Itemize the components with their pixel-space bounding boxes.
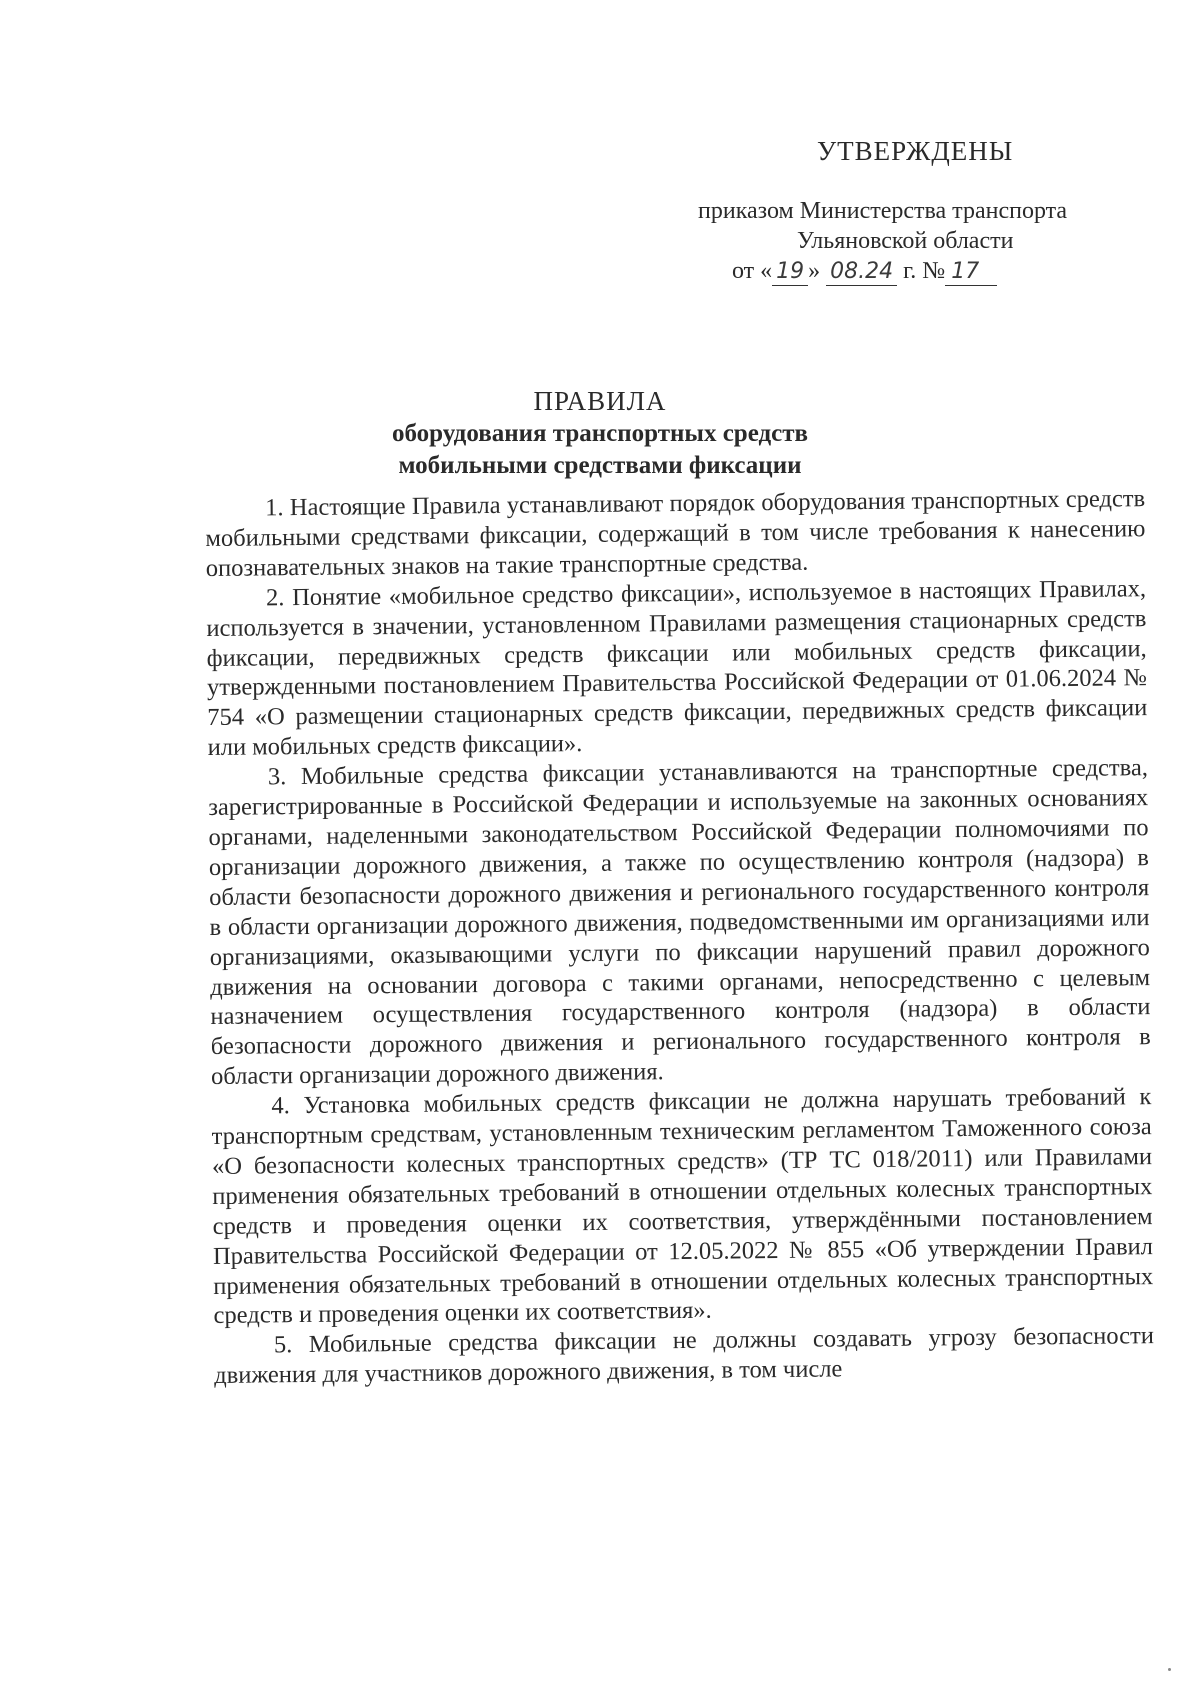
document-title: ПРАВИЛА — [533, 386, 667, 416]
paragraph-5: 5. Мобильные средства фиксации не должны создавать угрозу безопасности движения для участников дорожного движения, в том числе — [214, 1322, 1155, 1390]
document-body — [205, 484, 1154, 1391]
paragraph-4: 4. Установка мобильных средств фиксации не должна нарушать требований к транспортным средствам, установленным техническим регламентом Таможенного союза «О безопасности колесных транспортных средств» (ТР ТС 018/2011) или Правилами применения обязательных требований в отношении отдельных колесных транспортных средств и проведения оценки их соответствия, утверждёнными постановлением Правительства Российской Федерации от 12.05.2022 № 855 «Об утверждении Правил применения обязательных требований в отношении отдельных колесных транспортных средств и проведения оценки их соответствия». — [211, 1083, 1154, 1330]
paragraph-3: 3. Мобильные средства фиксации устанавливаются на транспортные средства, зарегистрированные в Российской Федерации и используемые на законных основаниях органами, наделенными законодательством Российской Федерации полномочиями по организации дорожного движения, а также по осуществлению контроля (надзора) в области безопасности дорожного движения и регионального государственного контроля в области организации дорожного движения, подведомственными им организациями или организациями, оказывающими услуги по фиксации нарушений правил дорожного движения на основании договора с такими органами, непосредственно с целевым назначением осуществления государственного контроля (надзора) в области безопасности дорожного движения и регионального государственного контроля в области организации дорожного движения. — [208, 754, 1151, 1091]
handwritten-order-number: 17 — [945, 259, 997, 286]
number-prefix: г. № — [903, 258, 946, 284]
scan-speck — [1168, 1668, 1171, 1671]
order-region-line: Ульяновской области — [797, 228, 1014, 254]
handwritten-month-year: 08.24 — [826, 259, 897, 286]
document-subtitle-line-1: оборудования транспортных средств — [392, 420, 808, 447]
order-issuer-line: приказом Министерства транспорта — [698, 198, 1068, 224]
document-subtitle-line-2: мобильными средствами фиксации — [398, 452, 802, 479]
date-mid: » — [808, 258, 821, 284]
handwritten-day: 19 — [772, 259, 808, 286]
order-date-number-line — [732, 258, 997, 286]
paragraph-2: 2. Понятие «мобильное средство фиксации», используемое в настоящих Правилах, используется в значении, установленном Правилами размещения стационарных средств фиксации, передвижных средств фиксации или мобильных средств фиксации, утвержденными постановлением Правительства Российской Федерации от 01.06.2024 № 754 «О размещении стационарных средств фиксации, передвижных средств фиксации или мобильных средств фиксации». — [206, 574, 1148, 762]
approved-heading: УТВЕРЖДЕНЫ — [817, 136, 1014, 166]
date-prefix: от « — [732, 258, 773, 284]
paragraph-1: 1. Настоящие Правила устанавливают порядок оборудования транспортных средств мобильными средствами фиксации, содержащий в том числе требования к нанесению опознавательных знаков на такие транспортные средства. — [205, 485, 1146, 582]
